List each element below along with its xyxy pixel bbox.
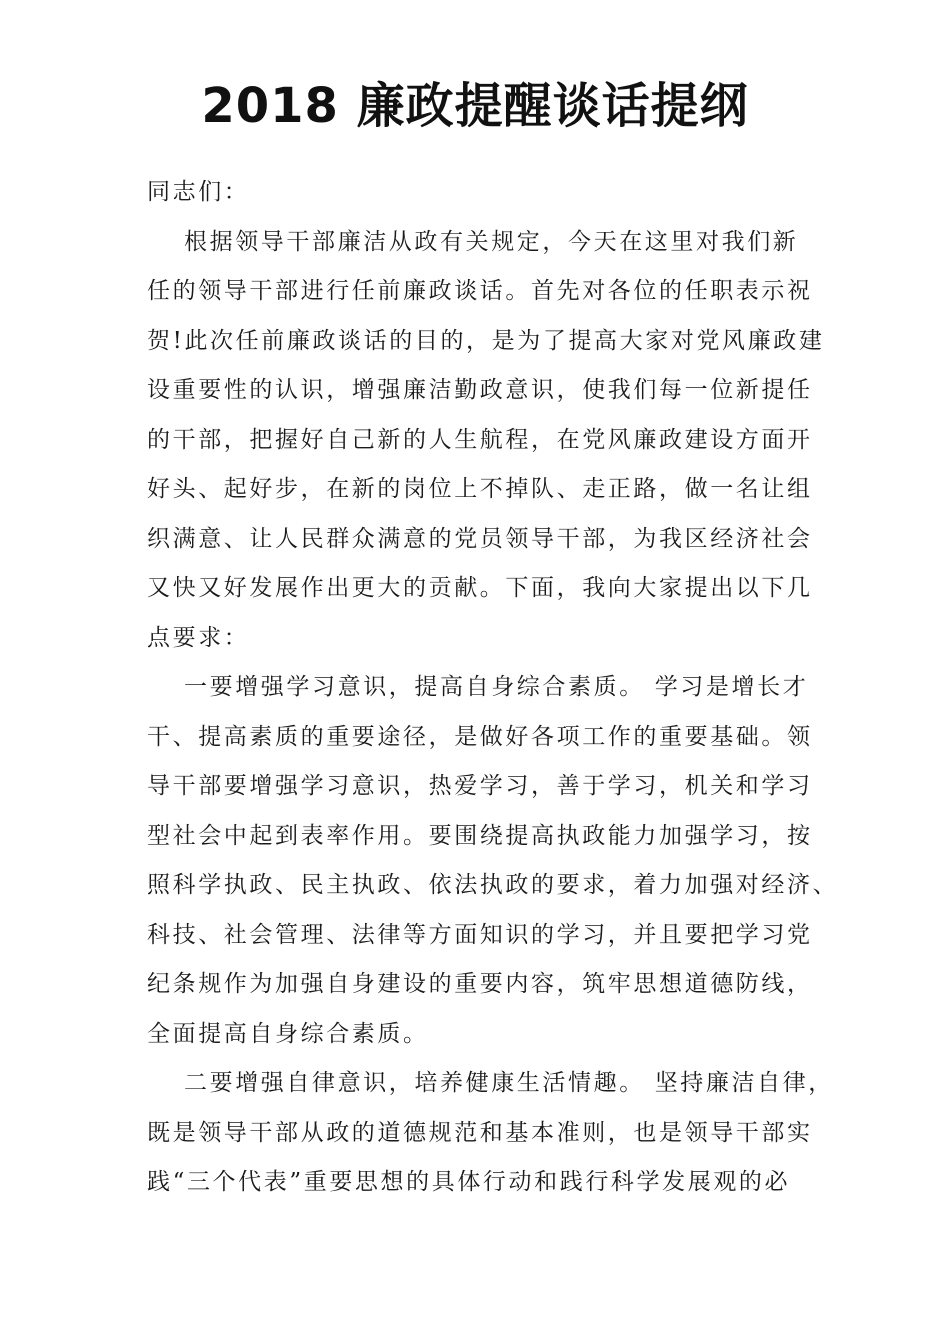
text-line: 践“三个代表”重要思想的具体行动和践行科学发展观的必 (147, 1169, 791, 1195)
text-line: 纪条规作为加强自身建设的重要内容，筑牢思想道德防线， (147, 971, 813, 997)
text-line: 的干部，把握好自己新的人生航程，在党风廉政建设方面开 (147, 426, 813, 453)
text-line: 科技、社会管理、法律等方面知识的学习，并且要把学习党 (147, 921, 813, 948)
text-line: 型社会中起到表率作用。要围绕提高执政能力加强学习，按 (147, 822, 813, 849)
text-line: 点要求： (147, 624, 250, 651)
text-line: 既是领导干部从政的道德规范和基本准则，也是领导干部实 (147, 1119, 813, 1146)
text-line: 好头、起好步，在新的岗位上不掉队、走正路，做一名让组 (147, 476, 813, 502)
text-line: 一要增强学习意识，提高自身综合素质。 学习是增长才 (184, 674, 809, 700)
text-line: 织满意、让人民群众满意的党员领导干部，为我区经济社会 (147, 525, 813, 552)
text-line: 任的领导干部进行任前廉政谈话。首先对各位的任职表示祝 (147, 278, 813, 304)
text-line: 二要增强自律意识，培养健康生活情趣。 坚持廉洁自律， (184, 1070, 834, 1096)
document-title: 2018 廉政提醒谈话提纲 (201, 78, 749, 134)
text-line: 贺!此次任前廉政谈话的目的，是为了提高大家对党风廉政建 (147, 327, 825, 354)
text-line: 同志们： (147, 179, 250, 205)
text-line: 设重要性的认识，增强廉洁勤政意识，使我们每一位新提任 (147, 377, 813, 403)
text-line: 照科学执政、民主执政、依法执政的要求，着力加强对经济、 (147, 872, 839, 898)
text-line: 干、提高素质的重要途径，是做好各项工作的重要基础。领 (147, 723, 813, 750)
text-line: 导干部要增强学习意识，热爱学习，善于学习，机关和学习 (147, 773, 813, 799)
text-line: 全面提高自身综合素质。 (147, 1020, 429, 1047)
text-line: 根据领导干部廉洁从政有关规定，今天在这里对我们新 (184, 228, 799, 255)
document-body (147, 168, 839, 1208)
text-line: 又快又好发展作出更大的贡献。下面，我向大家提出以下几 (147, 575, 813, 601)
